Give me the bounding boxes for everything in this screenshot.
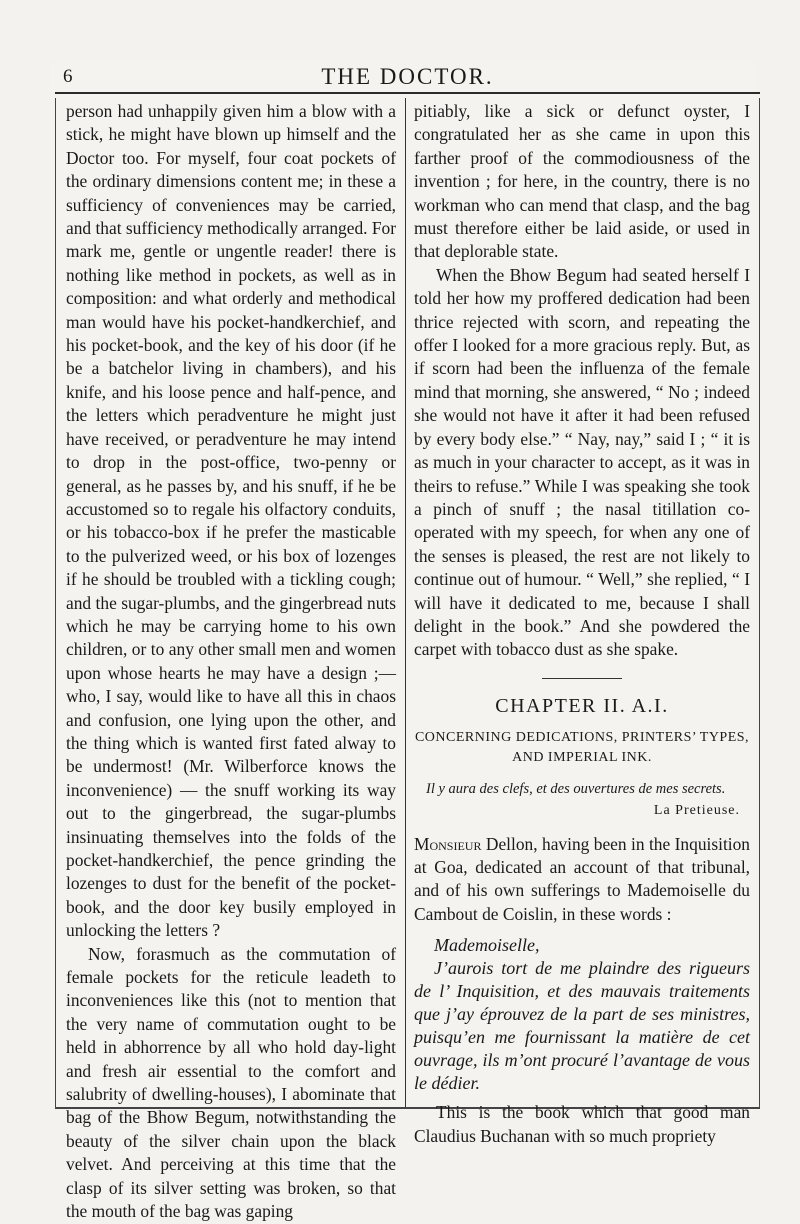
letter-body: J’aurois tort de me plaindre des rigueurs de l’ Inquisition, et des mauvais traitements que j’ay éprouvez de la part de ses ministres, puisqu’en me fournissant la matière de cet ouvrage, ils m’ont procuré l’avantage de vous le dédier. (414, 958, 750, 1094)
left-paragraph-2: Now, forasmuch as the commutation of female pockets for the reticule leadeth to inconveniences like this (not to mention that the very name of commutation ought to be held in abhorrence by all who hold day-light and fresh air essential to the comfort and salubrity of dwelling-houses), I abominate that bag of the Bhow Begum, notwithstanding the beauty of the silver chain upon the black velvet. And perceiving at this time that the clasp of its silver setting was broken, so that the mouth of the bag was gaping (66, 943, 396, 1222)
epigraph: Il y aura des clefs, et des ouvertures de mes secrets. (426, 781, 726, 798)
epigraph-source: La Pretieuse. (653, 803, 740, 819)
right-paragraph-3 (414, 833, 750, 927)
left-border (55, 98, 56, 1108)
page-number: 6 (63, 66, 73, 87)
right-border (759, 98, 760, 1108)
chapter-subtitle: CONCERNING DEDICATIONS, PRINTERS’ TYPES, AND IMPERIAL INK. (414, 730, 750, 766)
left-paragraph-1: person had unhappily given him a blow with a stick, he might have blown up himself and the Doctor too. For myself, four coat pockets of the ordinary dimensions content me; in these a sufficiency of conveniences may be carried, and that sufficiency methodically arranged. For mark me, gentle or ungentle reader! there is nothing like method in pockets, as well as in composition: and what orderly and methodical man would have his pocket-handkerchief, and his pocket-book, and the key of his door (if he be a batchelor living in chambers), and his knife, and his loose pence and half-pence, and the letters which peradventure he might just have received, or peradventure he may intend to drop in the post-office, two-penny or general, as he passes by, and his snuff, if he be accustomed so to regale his olfactory conduits, or his tobacco-box if he prefer the masticable to the pulverized weed, or his box of lozenges if he should be troubled with a tickling cough; and the sugar-plumbs, and the gingerbread nuts which he may be carrying home to his own children, or to any other small men and women upon whose hearts he may have a design ;—who, I say, would like to have all this in chaos and confusion, one lying upon the other, and the thing which is wanted first fated alway to be undermost! (Mr. Wilberforce knows the inconvenience) — the snuff working its way out to the gingerbread, the sugar-plumbs insinuating themselves into the folds of the pocket-handkerchief, the pence grinding the lozenges to dust for the benefit of the pocket-book, and the door key busily employed in unlocking the letters ? (66, 101, 396, 941)
right-paragraph-4: This is the book which that good man Claudius Buchanan with so much propriety (414, 1102, 750, 1146)
paragraph-lead-word: Monsieur (414, 833, 482, 854)
chapter-rule (542, 678, 622, 679)
right-paragraph-2: When the Bhow Begum had seated herself I told her how my proffered dedication had been thrice rejected with scorn, and repeating the offer I looked for a more gracious reply. But, as if scorn had been the influenza of the female mind that morning, she answered, “ No ; indeed she would not have it after it had been refused by every body else.” “ Nay, nay,” said I ; “ it is as much in your character to accept, as it was in theirs to refuse.” While I was speaking she took a pinch of snuff ; the nasal titillation co-operated with my speech, for when any one of the senses is pleased, the rest are not likely to continue out of humour. “ Well,” she replied, “ I will have it dedicated to me, because I shall delight in the book.” And she powdered the carpet with tobacco dust as she spake. (414, 264, 750, 660)
right-column (414, 100, 750, 1146)
chapter-title: CHAPTER II. A.I. (495, 694, 669, 717)
left-column (66, 100, 396, 1222)
column-divider (405, 98, 406, 1108)
right-paragraph-3-text: Dellon, having been in the Inquisition at Goa, dedicated an account of that tribunal, and of his own sufferings to Mademoiselle du Cambout de Coislin, in these words : (414, 833, 750, 924)
dedication-letter (414, 934, 750, 1095)
page-header (55, 64, 760, 90)
header-rule (55, 92, 760, 94)
running-title: THE DOCTOR. (321, 64, 494, 89)
right-paragraph-1: pitiably, like a sick or defunct oyster, I congratulated her as she came in upon this farther proof of the commodiousness of the invention ; for here, in the country, there is no workman who can mend that clasp, and the bag must therefore either be laid aside, or used in that deplorable state. (414, 101, 750, 262)
letter-salutation: Mademoiselle, (434, 935, 540, 956)
